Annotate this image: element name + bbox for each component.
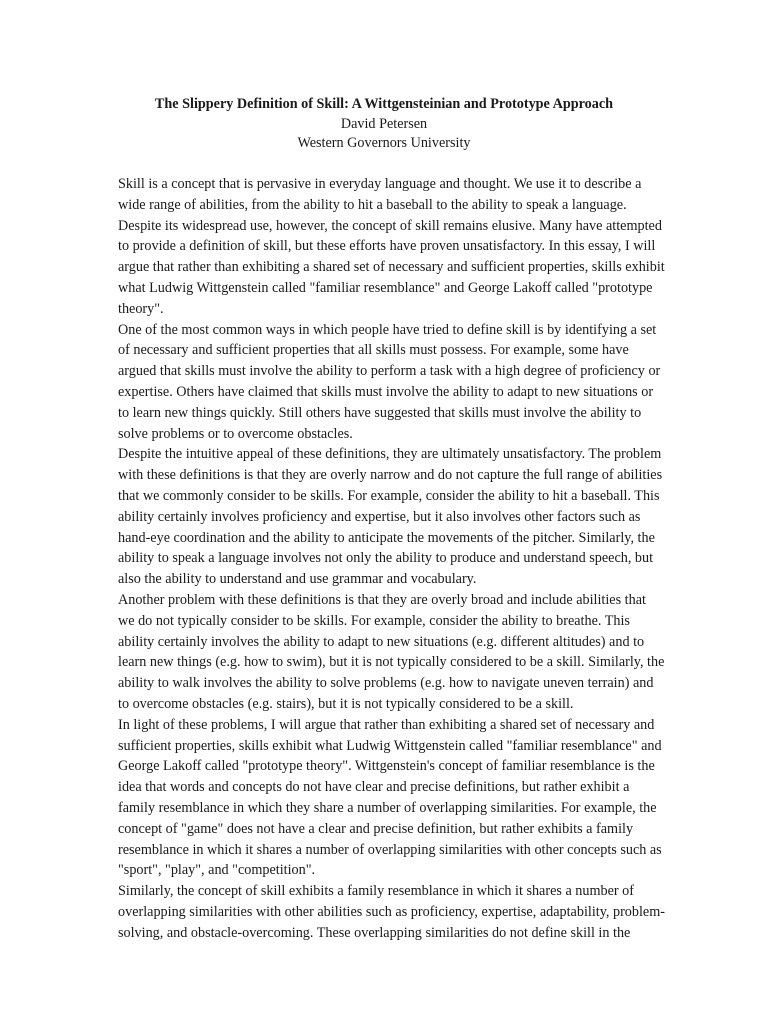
paragraph: In light of these problems, I will argue that rather than exhibiting a shared set of necessary and sufficient properties, skills exhibit what Ludwig Wittgenstein called "familiar resemblance" and George Lakoff called "prototype theory". Wittgenstein's concept of familiar resemblance is the idea that words and concepts do not have clear and precise definitions, but rather exhibit a family resemblance in which they share a number of overlapping similarities. For example, the concept of "game" does not have a clear and precise definition, but rather exhibits a family resemblance in which it shares a number of overlapping similarities with other concepts such as "sport", "play", and "competition". — [118, 716, 662, 879]
paragraph: One of the most common ways in which people have tried to define skill is by identifying a set of necessary and sufficient properties that all skills must possess. For example, some have argued that skills must involve the ability to perform a task with a high degree of proficiency or expertise. Others have claimed that skills must involve the ability to adapt to new situations or to learn new things quickly. Still others have suggested that skills must involve the ability to solve problems or to overcome obstacles. — [118, 321, 661, 442]
document-affiliation: Western Governors University — [297, 135, 471, 151]
paragraph: Despite the intuitive appeal of these definitions, they are ultimately unsatisfactory. The problem with these definitions is that they are overly narrow and do not capture the full range of abilities that we commonly consider to be skills. For example, consider the ability to hit a baseball. This ability certainly involves proficiency and expertise, but it also involves other factors such as hand-eye coordination and the ability to anticipate the movements of the pitcher. Similarly, the ability to speak a language involves not only the ability to produce and understand speech, but also the ability to understand and use grammar and vocabulary. — [118, 446, 663, 588]
document-author: David Petersen — [340, 115, 428, 132]
paragraph: Similarly, the concept of skill exhibits a family resemblance in which it shares a number of overlapping similarities with other abilities such as proficiency, expertise, adaptability, problem-solving, and obstacle-overcoming. These overlapping similarities do not define skill in the — [118, 883, 665, 941]
paragraph: Another problem with these definitions is that they are overly broad and include abilities that we do not typically consider to be skills. For example, consider the ability to breathe. This ability certainly involves the ability to adapt to new situations (e.g. different altitudes) and to learn new things (e.g. how to swim), but it is not typically considered to be a skill. Similarly, the ability to walk involves the ability to solve problems (e.g. how to navigate uneven terrain) and to overcome obstacles (e.g. stairs), but it is not typically considered to be a skill. — [118, 591, 665, 712]
document-body — [118, 174, 666, 943]
document-header — [0, 95, 768, 154]
paragraph: Skill is a concept that is pervasive in everyday language and thought. We use it to describe a wide range of abilities, from the ability to hit a baseball to the ability to speak a language. Despite its widespread use, however, the concept of skill remains elusive. Many have attempted to provide a definition of skill, but these efforts have proven unsatisfactory. In this essay, I will argue that rather than exhibiting a shared set of necessary and sufficient properties, skills exhibit what Ludwig Wittgenstein called "familiar resemblance" and George Lakoff called "prototype theory". — [118, 176, 665, 317]
document-title: The Slippery Definition of Skill: A Wittgensteinian and Prototype Approach — [154, 96, 614, 112]
